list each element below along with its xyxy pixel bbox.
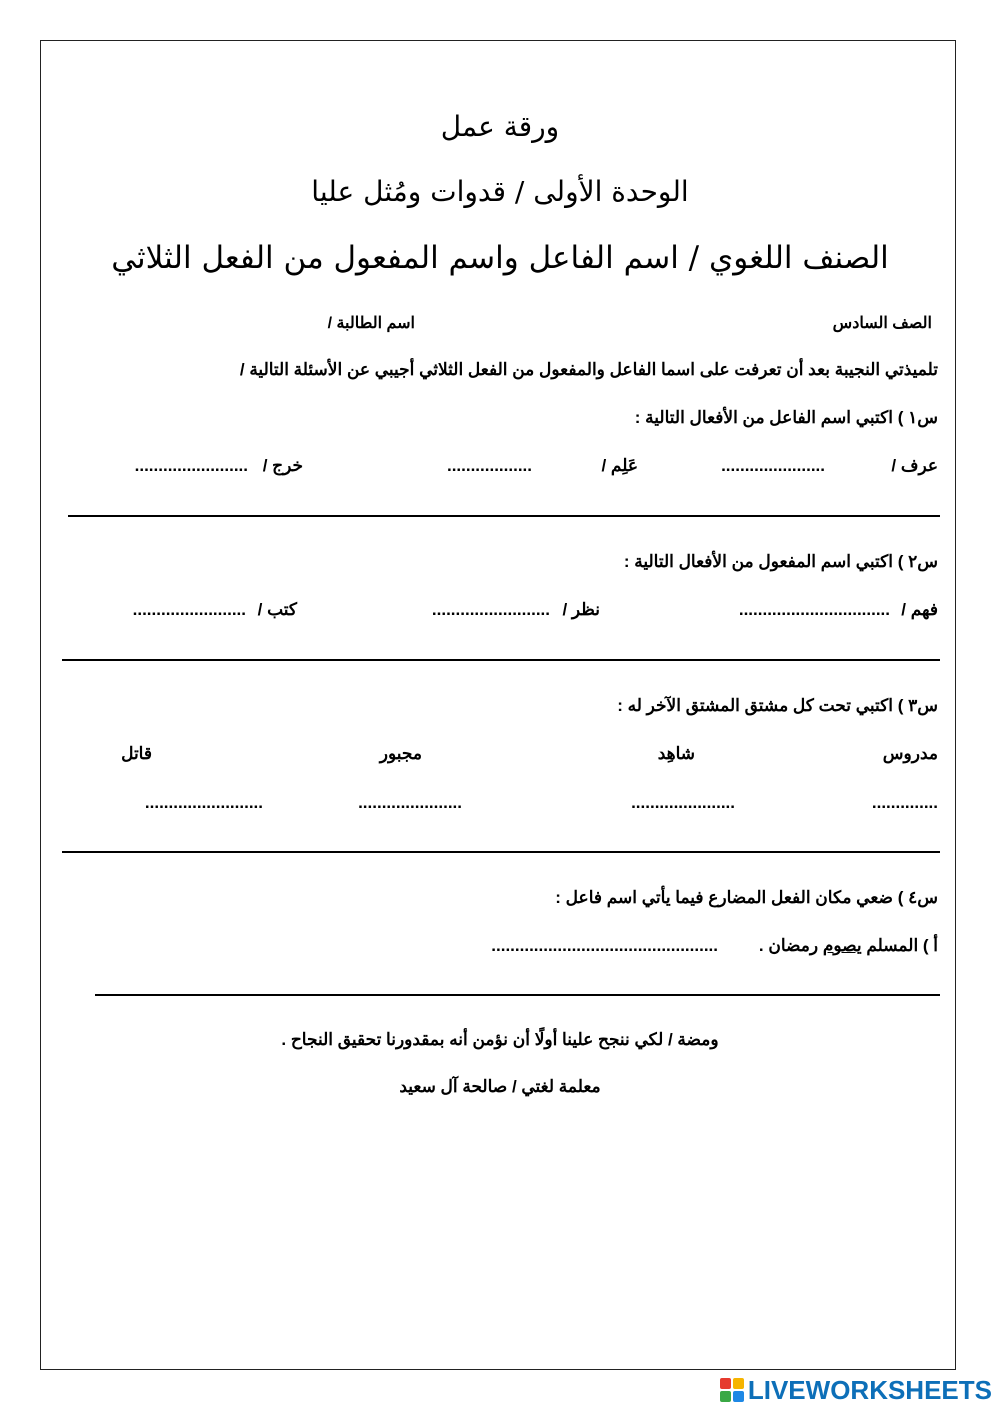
divider-3 [62, 851, 940, 853]
q3-blank-1[interactable]: .............. [871, 793, 938, 812]
q4-sentence-prefix: أ ) المسلم [866, 936, 938, 955]
q1-verb-2: عَلِم / [601, 456, 638, 475]
q4-sentence-suffix: رمضان . [758, 936, 819, 955]
divider-1 [68, 515, 940, 517]
q1-prompt: س١ ) اكتبي اسم الفاعل من الأفعال التالية : [634, 408, 938, 427]
q2-blank-1[interactable]: ................................ [738, 600, 890, 619]
q2-prompt: س٢ ) اكتبي اسم المفعول من الأفعال التالية : [623, 552, 938, 571]
q2-verb-1: فهم / [901, 600, 938, 619]
q2-verb-3: كتب / [257, 600, 297, 619]
q3-blank-2[interactable]: ...................... [631, 793, 735, 812]
intro-text: تلميذتي النجيبة بعد أن تعرفت على اسما الفاعل والمفعول من الفعل الثلاثي أجيبي عن الأسئلة التالية / [239, 360, 938, 379]
q4-underlined-verb: يصوم [822, 936, 862, 955]
unit-title: الوحدة الأولى / قدوات ومُثل عليا [311, 175, 689, 208]
grade-label: الصف السادس [832, 315, 932, 332]
topic-title: الصنف اللغوي / اسم الفاعل واسم المفعول من الفعل الثلاثي [111, 240, 889, 276]
q2-blank-3[interactable]: ........................ [132, 600, 246, 619]
worksheet-title: ورقة عمل [440, 110, 560, 143]
q1-blank-2[interactable]: .................. [446, 456, 532, 475]
q1-blank-1[interactable]: ...................... [721, 456, 825, 475]
q1-verb-3: خرج / [262, 456, 303, 475]
liveworksheets-logo[interactable] [720, 1373, 992, 1407]
q4-blank[interactable]: ................................................ [491, 936, 718, 955]
q4-prompt: س٤ ) ضعي مكان الفعل المضارع فيما يأتي اسم فاعل : [555, 888, 938, 907]
teacher-signature: معلمة لغتي / صالحة آل سعيد [399, 1077, 601, 1096]
q3-word-2: شاهِد [657, 744, 695, 763]
liveworksheets-logo-text: LIVEWORKSHEETS [747, 1374, 992, 1405]
q3-prompt: س٣ ) اكتبي تحت كل مشتق المشتق الآخر له : [617, 696, 938, 715]
divider-2 [62, 659, 940, 661]
liveworksheets-logo-icon [720, 1378, 744, 1402]
q1-verb-1: عرف / [891, 456, 938, 475]
q1-blank-3[interactable]: ........................ [134, 456, 248, 475]
motto-text: ومضة / لكي ننجح علينا أولًا أن نؤمن أنه بمقدورنا تحقيق النجاح . [281, 1030, 719, 1049]
q3-word-4: قاتل [121, 744, 152, 763]
q2-blank-2[interactable]: ......................... [431, 600, 550, 619]
q3-blank-3[interactable]: ...................... [358, 793, 462, 812]
q3-word-3: مجبور [379, 744, 422, 763]
q3-blank-4[interactable]: ......................... [144, 793, 263, 812]
q3-word-1: مدروس [882, 744, 938, 763]
divider-4 [95, 994, 940, 996]
q2-verb-2: نظر / [562, 600, 600, 619]
q4-sentence [759, 936, 938, 956]
student-name-label: اسم الطالبة / [327, 315, 415, 332]
